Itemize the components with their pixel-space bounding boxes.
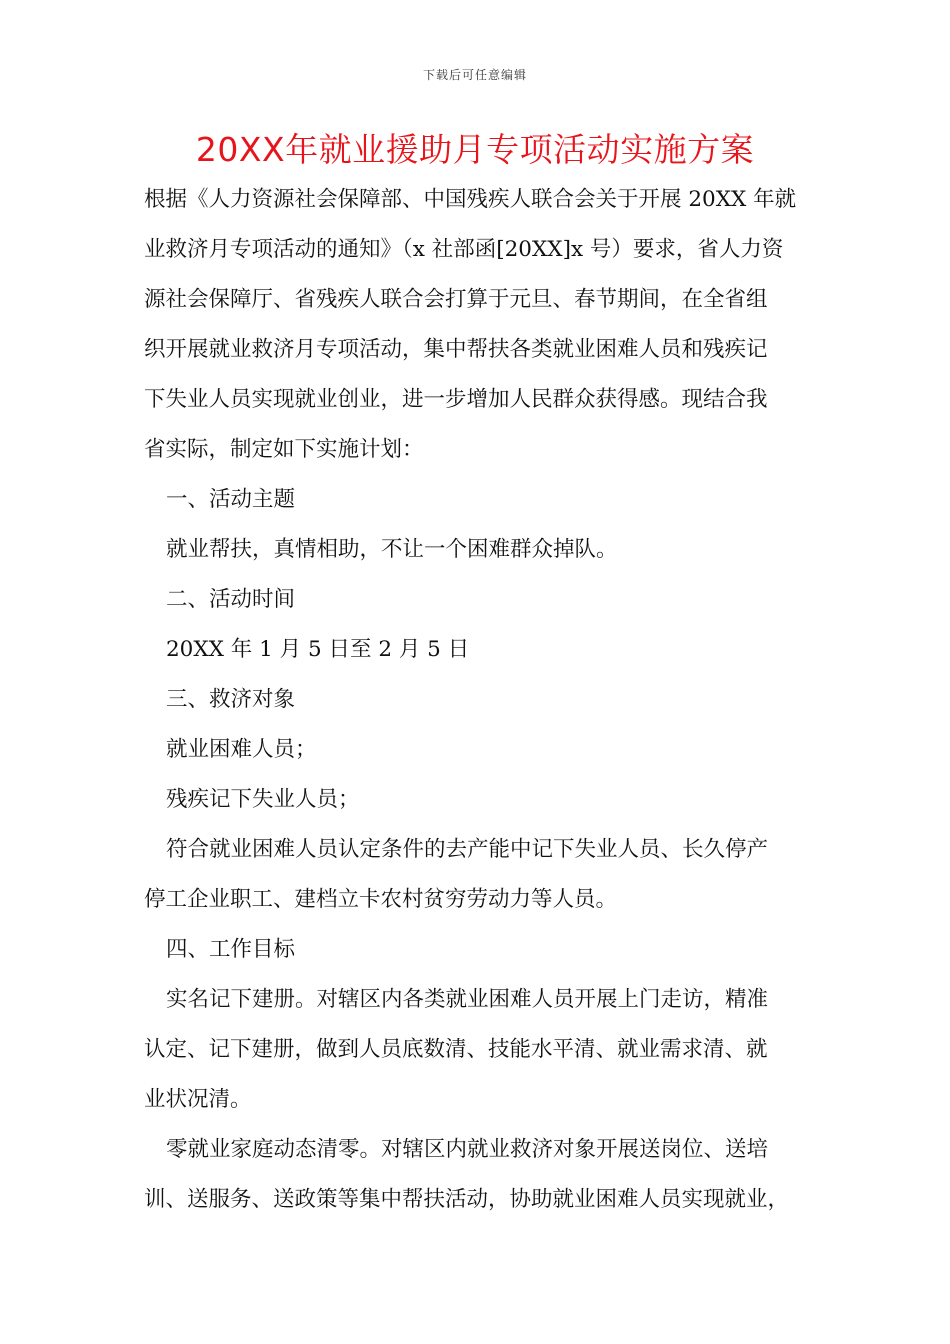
body-line: 20XX 年 1 月 5 日至 2 月 5 日 xyxy=(166,637,470,662)
body-line: 源社会保障厅、省残疾人联合会打算于元旦、春节期间，在全省组 xyxy=(144,287,768,312)
document-title: 20XX年就业援助月专项活动实施方案 xyxy=(195,130,755,169)
body-line: 停工企业职工、建档立卡农村贫穷劳动力等人员。 xyxy=(144,887,618,912)
body-line: 训、送服务、送政策等集中帮扶活动，协助就业困难人员实现就业， xyxy=(144,1187,790,1212)
section-heading: 三、救济对象 xyxy=(166,687,296,712)
section-heading: 二、活动时间 xyxy=(166,587,296,612)
body-line: 零就业家庭动态清零。对辖区内就业救济对象开展送岗位、送培 xyxy=(166,1137,769,1162)
body-line: 根据《人力资源社会保障部、中国残疾人联合会关于开展 20XX 年就 xyxy=(144,187,797,212)
body-line: 省实际，制定如下实施计划： xyxy=(144,437,424,462)
body-line: 残疾记下失业人员； xyxy=(166,787,360,812)
body-line: 下失业人员实现就业创业，进一步增加人民群众获得感。现结合我 xyxy=(144,387,768,412)
document-body xyxy=(144,175,812,1225)
section-heading: 一、活动主题 xyxy=(166,487,296,512)
body-line: 织开展就业救济月专项活动，集中帮扶各类就业困难人员和残疾记 xyxy=(144,337,768,362)
body-line: 就业帮扶，真情相助，不让一个困难群众掉队。 xyxy=(166,537,618,562)
body-line: 就业困难人员； xyxy=(166,737,317,762)
body-line: 业状况清。 xyxy=(144,1087,252,1112)
body-line: 实名记下建册。对辖区内各类就业困难人员开展上门走访，精准 xyxy=(166,987,769,1012)
header-note: 下载后可任意编辑 xyxy=(422,68,527,82)
body-line: 业救济月专项活动的通知》（x 社部函[20XX]x 号）要求，省人力资 xyxy=(144,237,784,262)
body-line: 认定、记下建册，做到人员底数清、技能水平清、就业需求清、就 xyxy=(144,1037,768,1062)
body-line: 符合就业困难人员认定条件的去产能中记下失业人员、长久停产 xyxy=(166,837,769,862)
section-heading: 四、工作目标 xyxy=(166,937,296,962)
